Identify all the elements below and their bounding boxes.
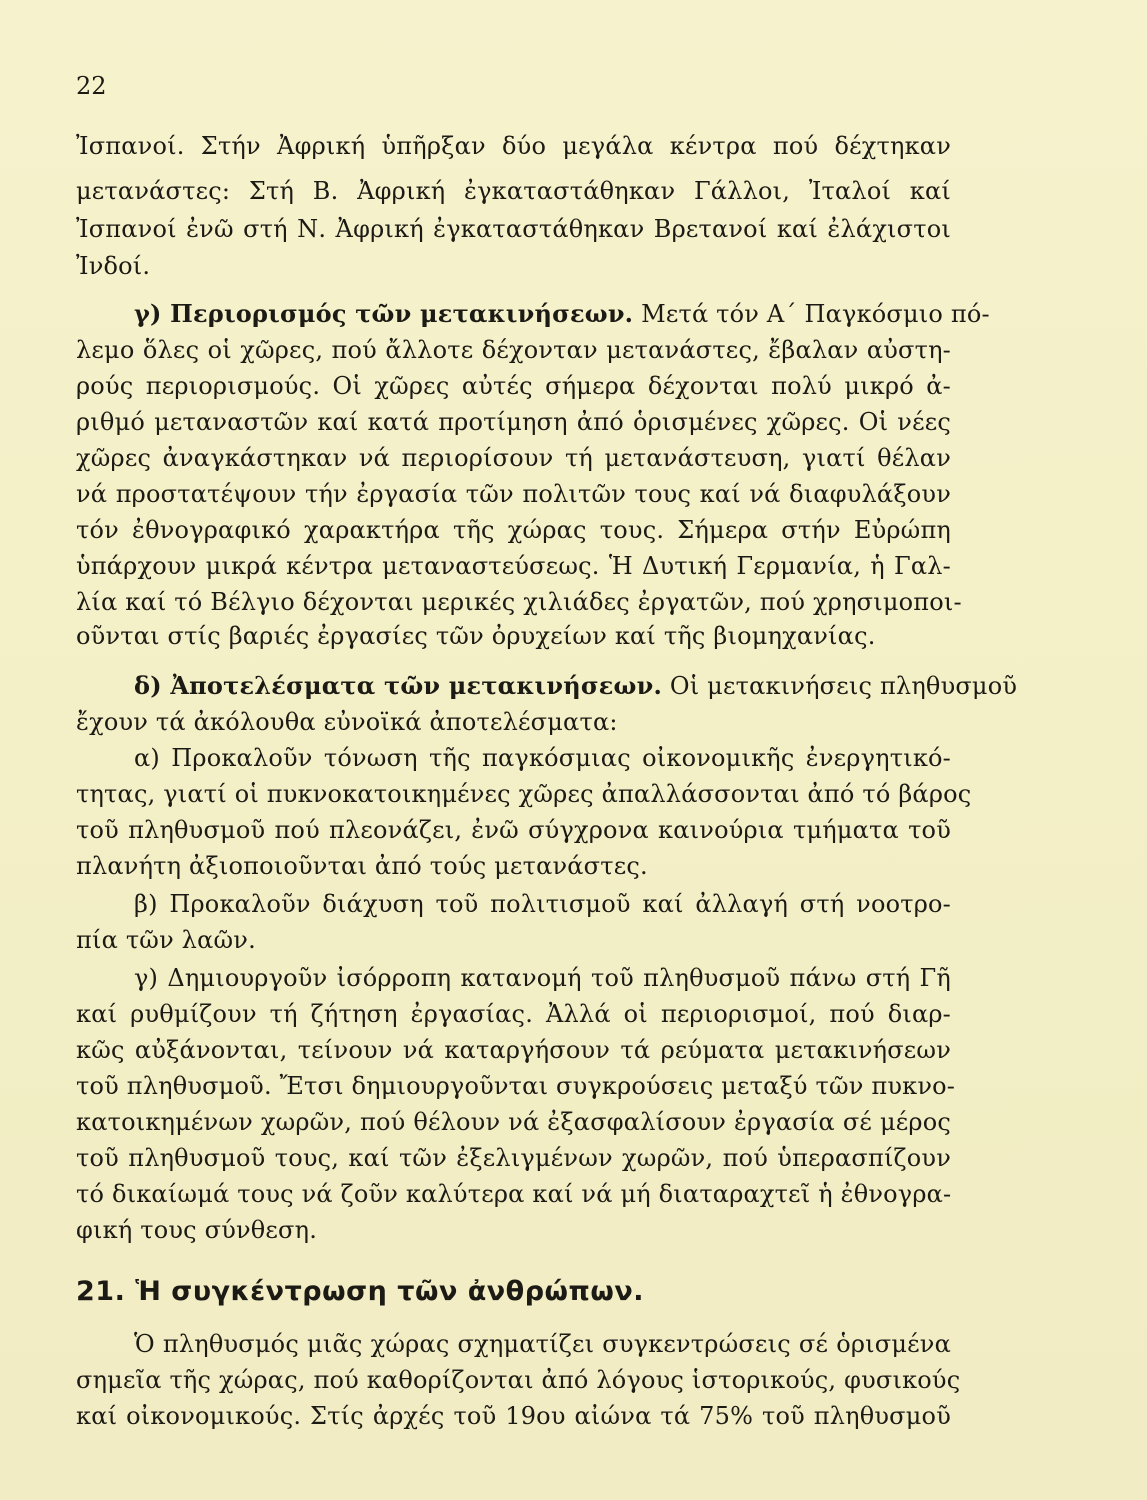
text-line: ρούς περιορισμούς. Οἱ χῶρες αὐτές σήμερα δέχονται πολύ μικρό ἀ- (76, 372, 951, 400)
text-line: ριθμό μεταναστῶν καί κατά προτίμηση ἀπό ὁρισμένες χῶρες. Οἱ νέες (76, 408, 951, 436)
text-line: κῶς αὐξάνονται, τείνουν νά καταργήσουν τά ρεύματα μετακινήσεων (76, 1036, 951, 1064)
text-span: Οἱ μετακινήσεις πληθυσμοῦ (662, 672, 1018, 700)
page-number: 22 (76, 72, 107, 100)
text-line: μετανάστες: Στή Β. Ἀφρική ἐγκαταστάθηκαν Γάλλοι, Ἰταλοί καί (76, 177, 951, 205)
text-line: οῦνται στίς βαριές ἐργασίες τῶν ὀρυχείων καί τῆς βιομηχανίας. (76, 622, 876, 650)
text-line: τόν ἐθνογραφικό χαρακτήρα τῆς χώρας τους. Σήμερα στήν Εὐρώπη (76, 516, 951, 544)
text-line: τοῦ πληθυσμοῦ. Ἔτσι δημιουργοῦνται συγκρούσεις μεταξύ τῶν πυκνο- (76, 1072, 956, 1100)
text-line: τό δικαίωμά τους νά ζοῦν καλύτερα καί νά μή διαταραχτεῖ ἡ ἐθνογρα- (76, 1180, 952, 1208)
text-line: φική τους σύνθεση. (76, 1216, 318, 1244)
text-line: τοῦ πληθυσμοῦ πού πλεονάζει, ἐνῶ σύγχρονα καινούρια τμήματα τοῦ (76, 816, 951, 844)
text-line: ἔχουν τά ἀκόλουθα εὐνοϊκά ἀποτελέσματα: (76, 708, 618, 736)
text-line: λία καί τό Βέλγιο δέχονται μερικές χιλιάδες ἐργατῶν, πού χρησιμοποι- (76, 588, 962, 616)
subsection-gamma-line (76, 296, 990, 332)
section-heading: 21. Ἡ συγκέντρωση τῶν ἀνθρώπων. (76, 1276, 644, 1307)
subsection-delta-title: δ) Ἀποτελέσματα τῶν μετακινήσεων. (134, 671, 663, 700)
text-line: α) Προκαλοῦν τόνωση τῆς παγκόσμιας οἰκονομικῆς ἐνεργητικό- (134, 744, 951, 772)
text-line: Ἰσπανοί. Στήν Ἀφρική ὑπῆρξαν δύο μεγάλα κέντρα πού δέχτηκαν (76, 132, 951, 160)
subsection-gamma-title: γ) Περιορισμός τῶν μετακινήσεων. (134, 299, 634, 328)
text-span: Μετά τόν Α΄ Παγκόσμιο πό- (633, 300, 990, 328)
text-line: λεμο ὅλες οἱ χῶρες, πού ἄλλοτε δέχονταν μετανάστες, ἔβαλαν αὐστη- (76, 336, 951, 364)
subsection-delta-line (76, 668, 1018, 704)
text-line: χῶρες ἀναγκάστηκαν νά περιορίσουν τή μετανάστευση, γιατί θέλαν (76, 444, 951, 472)
text-line: Ἰνδοί. (76, 252, 151, 280)
text-line: σημεῖα τῆς χώρας, πού καθορίζονται ἀπό λόγους ἱστορικούς, φυσικούς (76, 1366, 961, 1394)
text-line: τοῦ πληθυσμοῦ τους, καί τῶν ἐξελιγμένων χωρῶν, πού ὑπερασπίζουν (76, 1144, 951, 1172)
text-line: καί ρυθμίζουν τή ζήτηση ἐργασίας. Ἀλλά οἱ περιορισμοί, πού διαρ- (76, 1000, 951, 1028)
text-line: γ) Δημιουργοῦν ἰσόρροπη κατανομή τοῦ πληθυσμοῦ πάνω στή Γῆ (134, 964, 951, 992)
text-line: Ἰσπανοί ἐνῶ στή Ν. Ἀφρική ἐγκαταστάθηκαν Βρετανοί καί ἐλάχιστοι (76, 215, 951, 243)
text-line: ὑπάρχουν μικρά κέντρα μεταναστεύσεως. Ἡ Δυτική Γερμανία, ἡ Γαλ- (76, 552, 951, 580)
text-line: κατοικημένων χωρῶν, πού θέλουν νά ἐξασφαλίσουν ἐργασία σέ μέρος (76, 1108, 951, 1136)
text-line: νά προστατέψουν τήν ἐργασία τῶν πολιτῶν τους καί νά διαφυλάξουν (76, 480, 951, 508)
text-line: πλανήτη ἀξιοποιοῦνται ἀπό τούς μετανάστες. (76, 852, 648, 880)
text-line: Ὁ πληθυσμός μιᾶς χώρας σχηματίζει συγκεντρώσεις σέ ὁρισμένα (134, 1330, 951, 1358)
text-line: τητας, γιατί οἱ πυκνοκατοικημένες χῶρες ἀπαλλάσσονται ἀπό τό βάρος (76, 780, 972, 808)
text-line: καί οἰκονομικούς. Στίς ἀρχές τοῦ 19ου αἰώνα τά 75% τοῦ πληθυσμοῦ (76, 1402, 951, 1430)
text-line: πία τῶν λαῶν. (76, 926, 256, 954)
text-line: β) Προκαλοῦν διάχυση τοῦ πολιτισμοῦ καί ἀλλαγή στή νοοτρο- (134, 890, 951, 918)
